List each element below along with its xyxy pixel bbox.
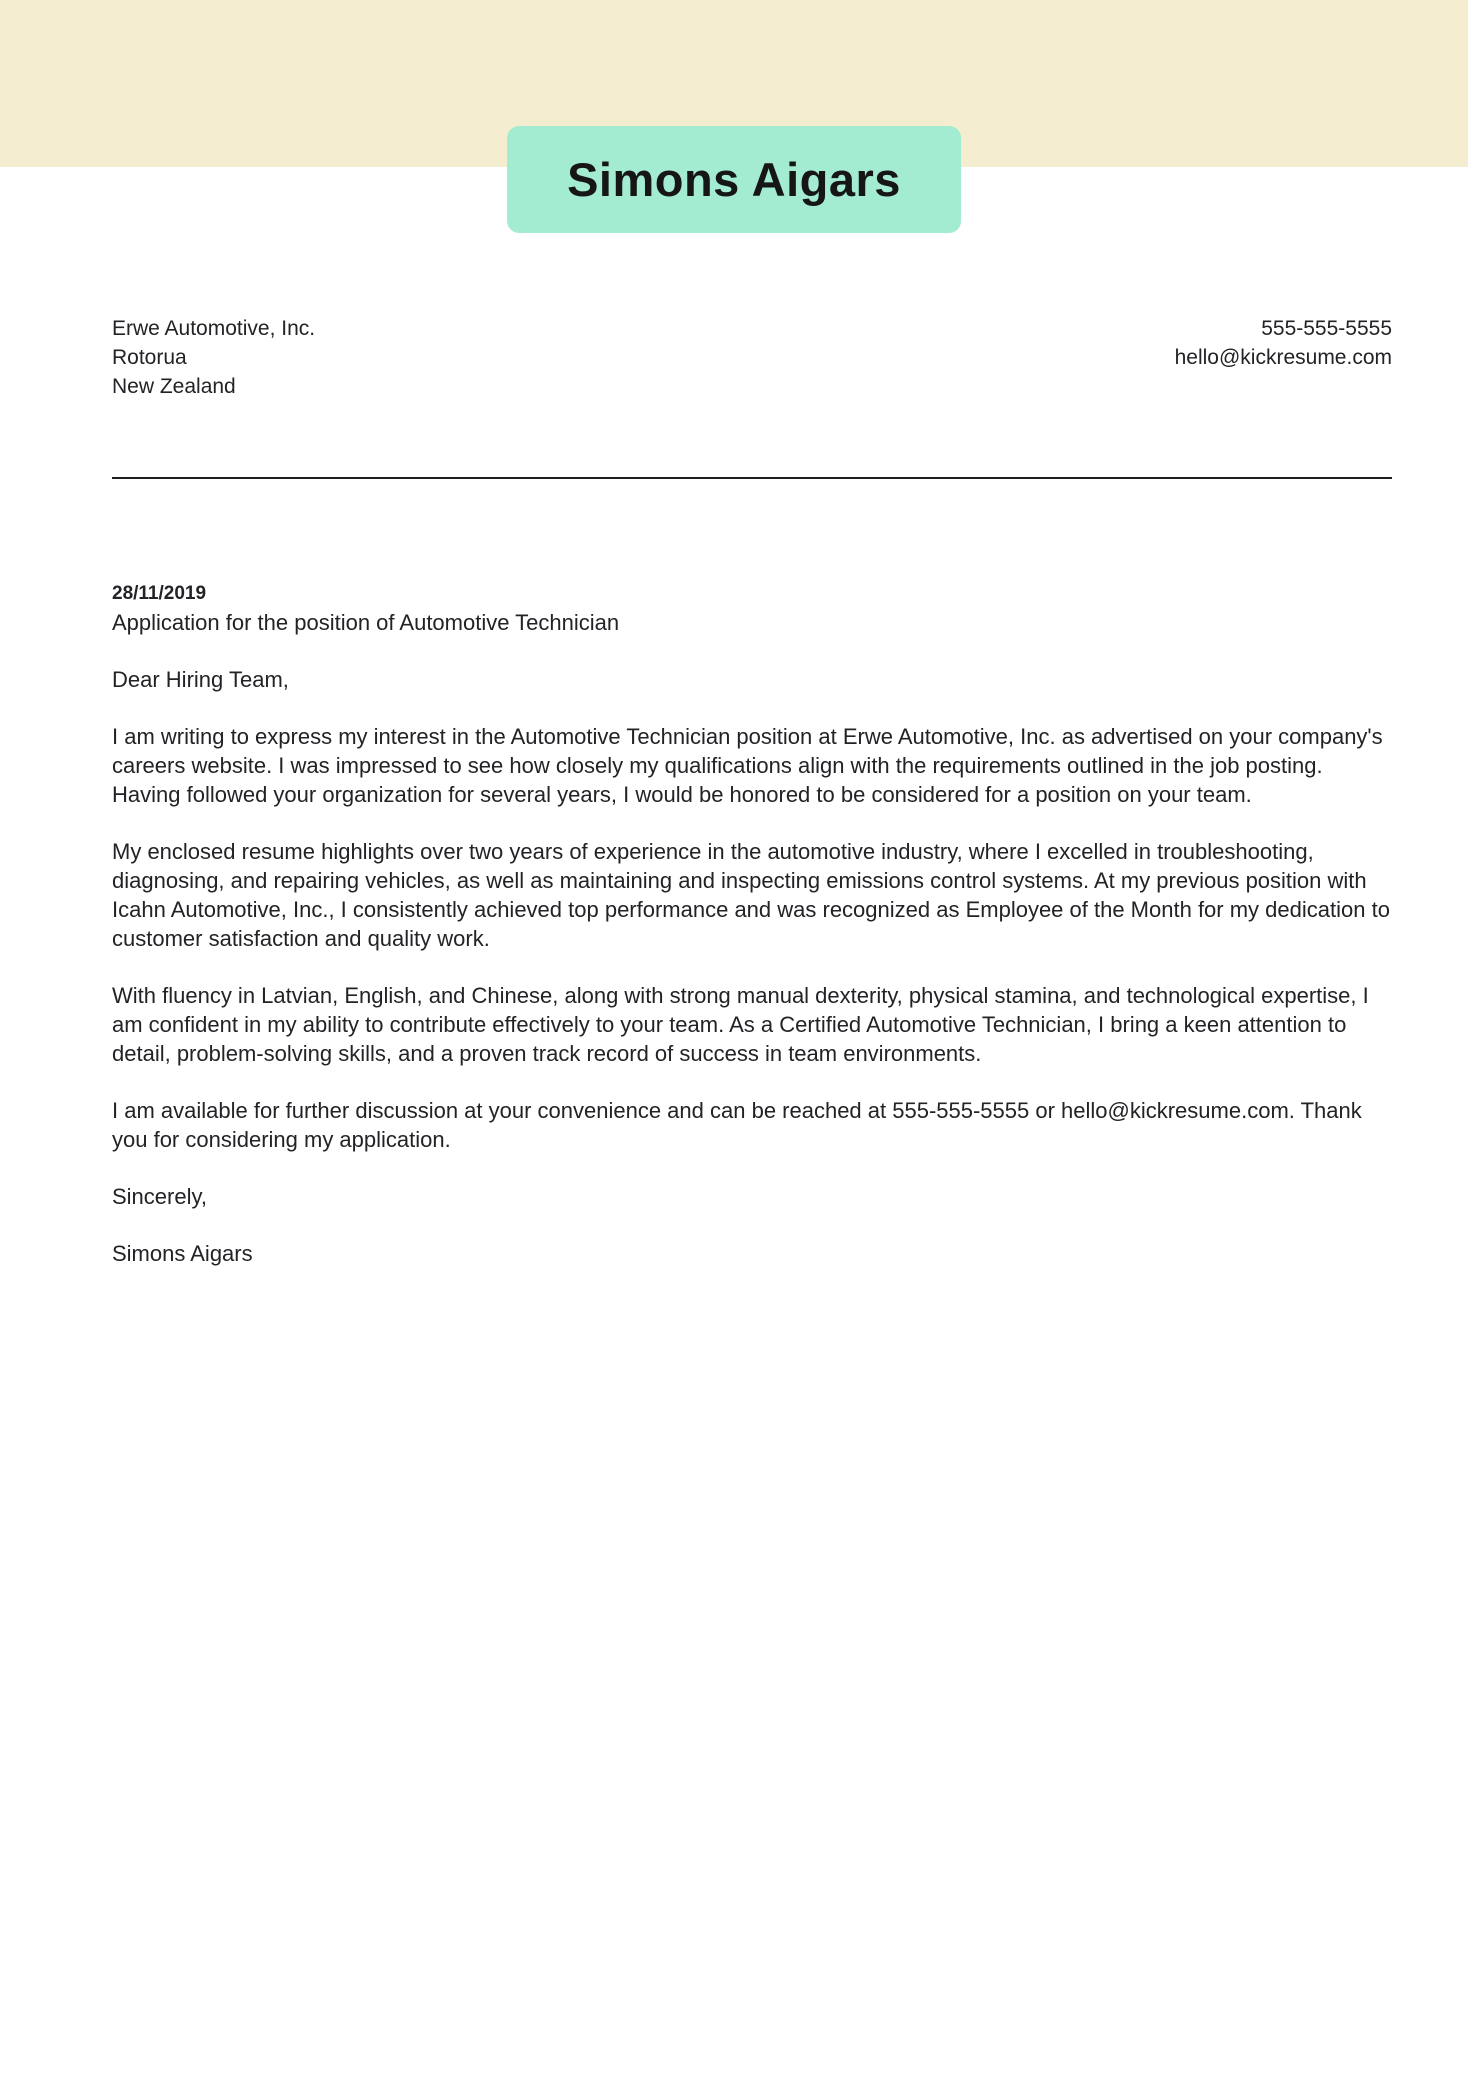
paragraph-2: My enclosed resume highlights over two years of experience in the automotive industry, where I excelled in troubleshooting, diagnosing, and repairing vehicles, as well as maintaining and inspecting emissions control systems. At my previous position with Icahn Automotive, Inc., I consistently achieved top performance and was recognized as Employee of the Month for my dedication to customer satisfaction and quality work. [112, 839, 1390, 951]
paragraph-1: I am writing to express my interest in the Automotive Technician position at Erwe Automotive, Inc. as advertised on your company's careers website. I was impressed to see how closely my qualifications align with the requirements outlined in the job posting. Having followed your organization for several years, I would be honored to be considered for a position on your team. [112, 724, 1383, 807]
contact-phone: 555-555-5555 [1261, 317, 1392, 340]
letter-date: 28/11/2019 [112, 583, 207, 604]
recipient-company: Erwe Automotive, Inc. [112, 317, 316, 340]
recipient-city: Rotorua [112, 346, 187, 369]
applicant-name: Simons Aigars [567, 153, 901, 206]
info-row [112, 314, 1392, 401]
letter-body [112, 579, 1392, 1268]
signature: Simons Aigars [112, 1241, 253, 1266]
letter-subject: Application for the position of Automotive Technician [112, 610, 620, 635]
contact-info [1175, 314, 1392, 372]
letter-content [0, 314, 1468, 1268]
name-badge [507, 126, 961, 233]
closing: Sincerely, [112, 1184, 207, 1209]
recipient-country: New Zealand [112, 375, 236, 398]
salutation: Dear Hiring Team, [112, 667, 289, 692]
contact-email: hello@kickresume.com [1174, 346, 1392, 369]
recipient-address [112, 314, 315, 401]
paragraph-3: With fluency in Latvian, English, and Chinese, along with strong manual dexterity, physical stamina, and technological expertise, I am confident in my ability to contribute effectively to your team. As a Certified Automotive Technician, I bring a keen attention to detail, problem-solving skills, and a proven track record of success in team environments. [112, 983, 1369, 1066]
divider-line [112, 477, 1392, 479]
paragraph-4: I am available for further discussion at your convenience and can be reached at 555-555-5555 or hello@kickresume.com. Thank you for considering my application. [112, 1098, 1362, 1152]
